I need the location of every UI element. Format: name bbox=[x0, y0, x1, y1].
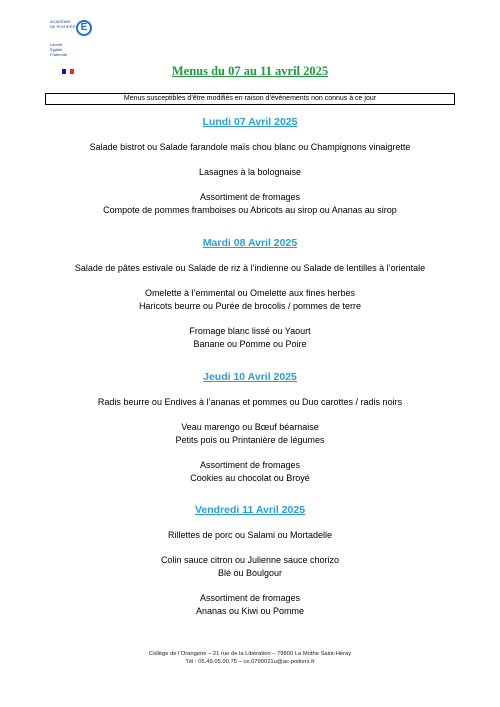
starter-line: Rillettes de porc ou Salami ou Mortadelle bbox=[167, 530, 333, 540]
dessert-line: Banane ou Pomme ou Poire bbox=[193, 339, 307, 349]
page-title: Menus du 07 au 11 avril 2025 bbox=[171, 64, 329, 78]
main-dish-line: Omelette à l’emmental ou Omelette aux fines herbes bbox=[144, 288, 356, 298]
main-dish-line: Veau marengo ou Bœuf béarnaise bbox=[181, 422, 319, 432]
day-menu-monday bbox=[0, 116, 500, 217]
footer-address: Collège de l’Orangerie – 21 rue de la Libération – 79800 La Mothe Saint-Héray bbox=[148, 651, 352, 657]
main-dish-line: Colin sauce citron ou Julienne sauce chorizo bbox=[160, 555, 340, 565]
cheese-line: Assortiment de fromages bbox=[199, 192, 301, 202]
starter-line: Radis beurre ou Endives à l’ananas et pommes ou Duo carottes / radis noirs bbox=[97, 397, 403, 407]
side-dish-line: Blé ou Boulgour bbox=[217, 568, 283, 578]
day-menu-tuesday bbox=[0, 237, 500, 351]
dessert-line: Ananas ou Kiwi ou Pomme bbox=[195, 606, 305, 616]
dessert-line: Compote de pommes framboises ou Abricots au sirop ou Ananas au sirop bbox=[103, 205, 397, 215]
day-heading: Jeudi 10 Avril 2025 bbox=[203, 371, 297, 383]
footer bbox=[0, 650, 500, 666]
academy-logo bbox=[50, 17, 98, 59]
footer-contact: Tél : 05.49.05.00.75 – ce.0790021u@ac-poitiers.fr bbox=[185, 659, 315, 665]
main-dish-line: Lasagnes à la bolognaise bbox=[198, 167, 302, 177]
starter-line: Salade de pâtes estivale ou Salade de riz à l’indienne ou Salade de lentilles à l’orientale bbox=[74, 263, 426, 273]
day-heading: Vendredi 11 Avril 2025 bbox=[194, 504, 306, 516]
side-dish-line: Petits pois ou Printanière de légumes bbox=[175, 435, 325, 445]
logo-text-line: Fraternité bbox=[50, 52, 68, 57]
cheese-line: Assortiment de fromages bbox=[199, 593, 301, 603]
starter-line: Salade bistrot ou Salade farandole maïs chou blanc ou Champignons vinaigrette bbox=[89, 142, 411, 152]
logo-text-line: ACADÉMIE bbox=[50, 19, 71, 24]
logo-text-line: DE POITIERS bbox=[50, 24, 76, 29]
side-dish-line: Haricots beurre ou Purée de brocolis / pommes de terre bbox=[138, 301, 362, 311]
day-menu-thursday bbox=[0, 371, 500, 485]
day-heading: Lundi 07 Avril 2025 bbox=[202, 116, 298, 128]
day-menu-friday bbox=[0, 504, 500, 618]
day-heading: Mardi 08 Avril 2025 bbox=[202, 237, 298, 249]
logo-text-line: Égalité bbox=[50, 47, 63, 52]
disclaimer-notice: Menus susceptibles d’être modifiés en raison d’évènements non connus à ce jour bbox=[45, 93, 455, 105]
dessert-line: Cookies au chocolat ou Broyé bbox=[190, 473, 310, 483]
logo-e-icon: E bbox=[76, 20, 92, 36]
cheese-line: Fromage blanc lissé ou Yaourt bbox=[189, 326, 311, 336]
cheese-line: Assortiment de fromages bbox=[199, 460, 301, 470]
logo-text-line: Liberté bbox=[50, 42, 63, 47]
